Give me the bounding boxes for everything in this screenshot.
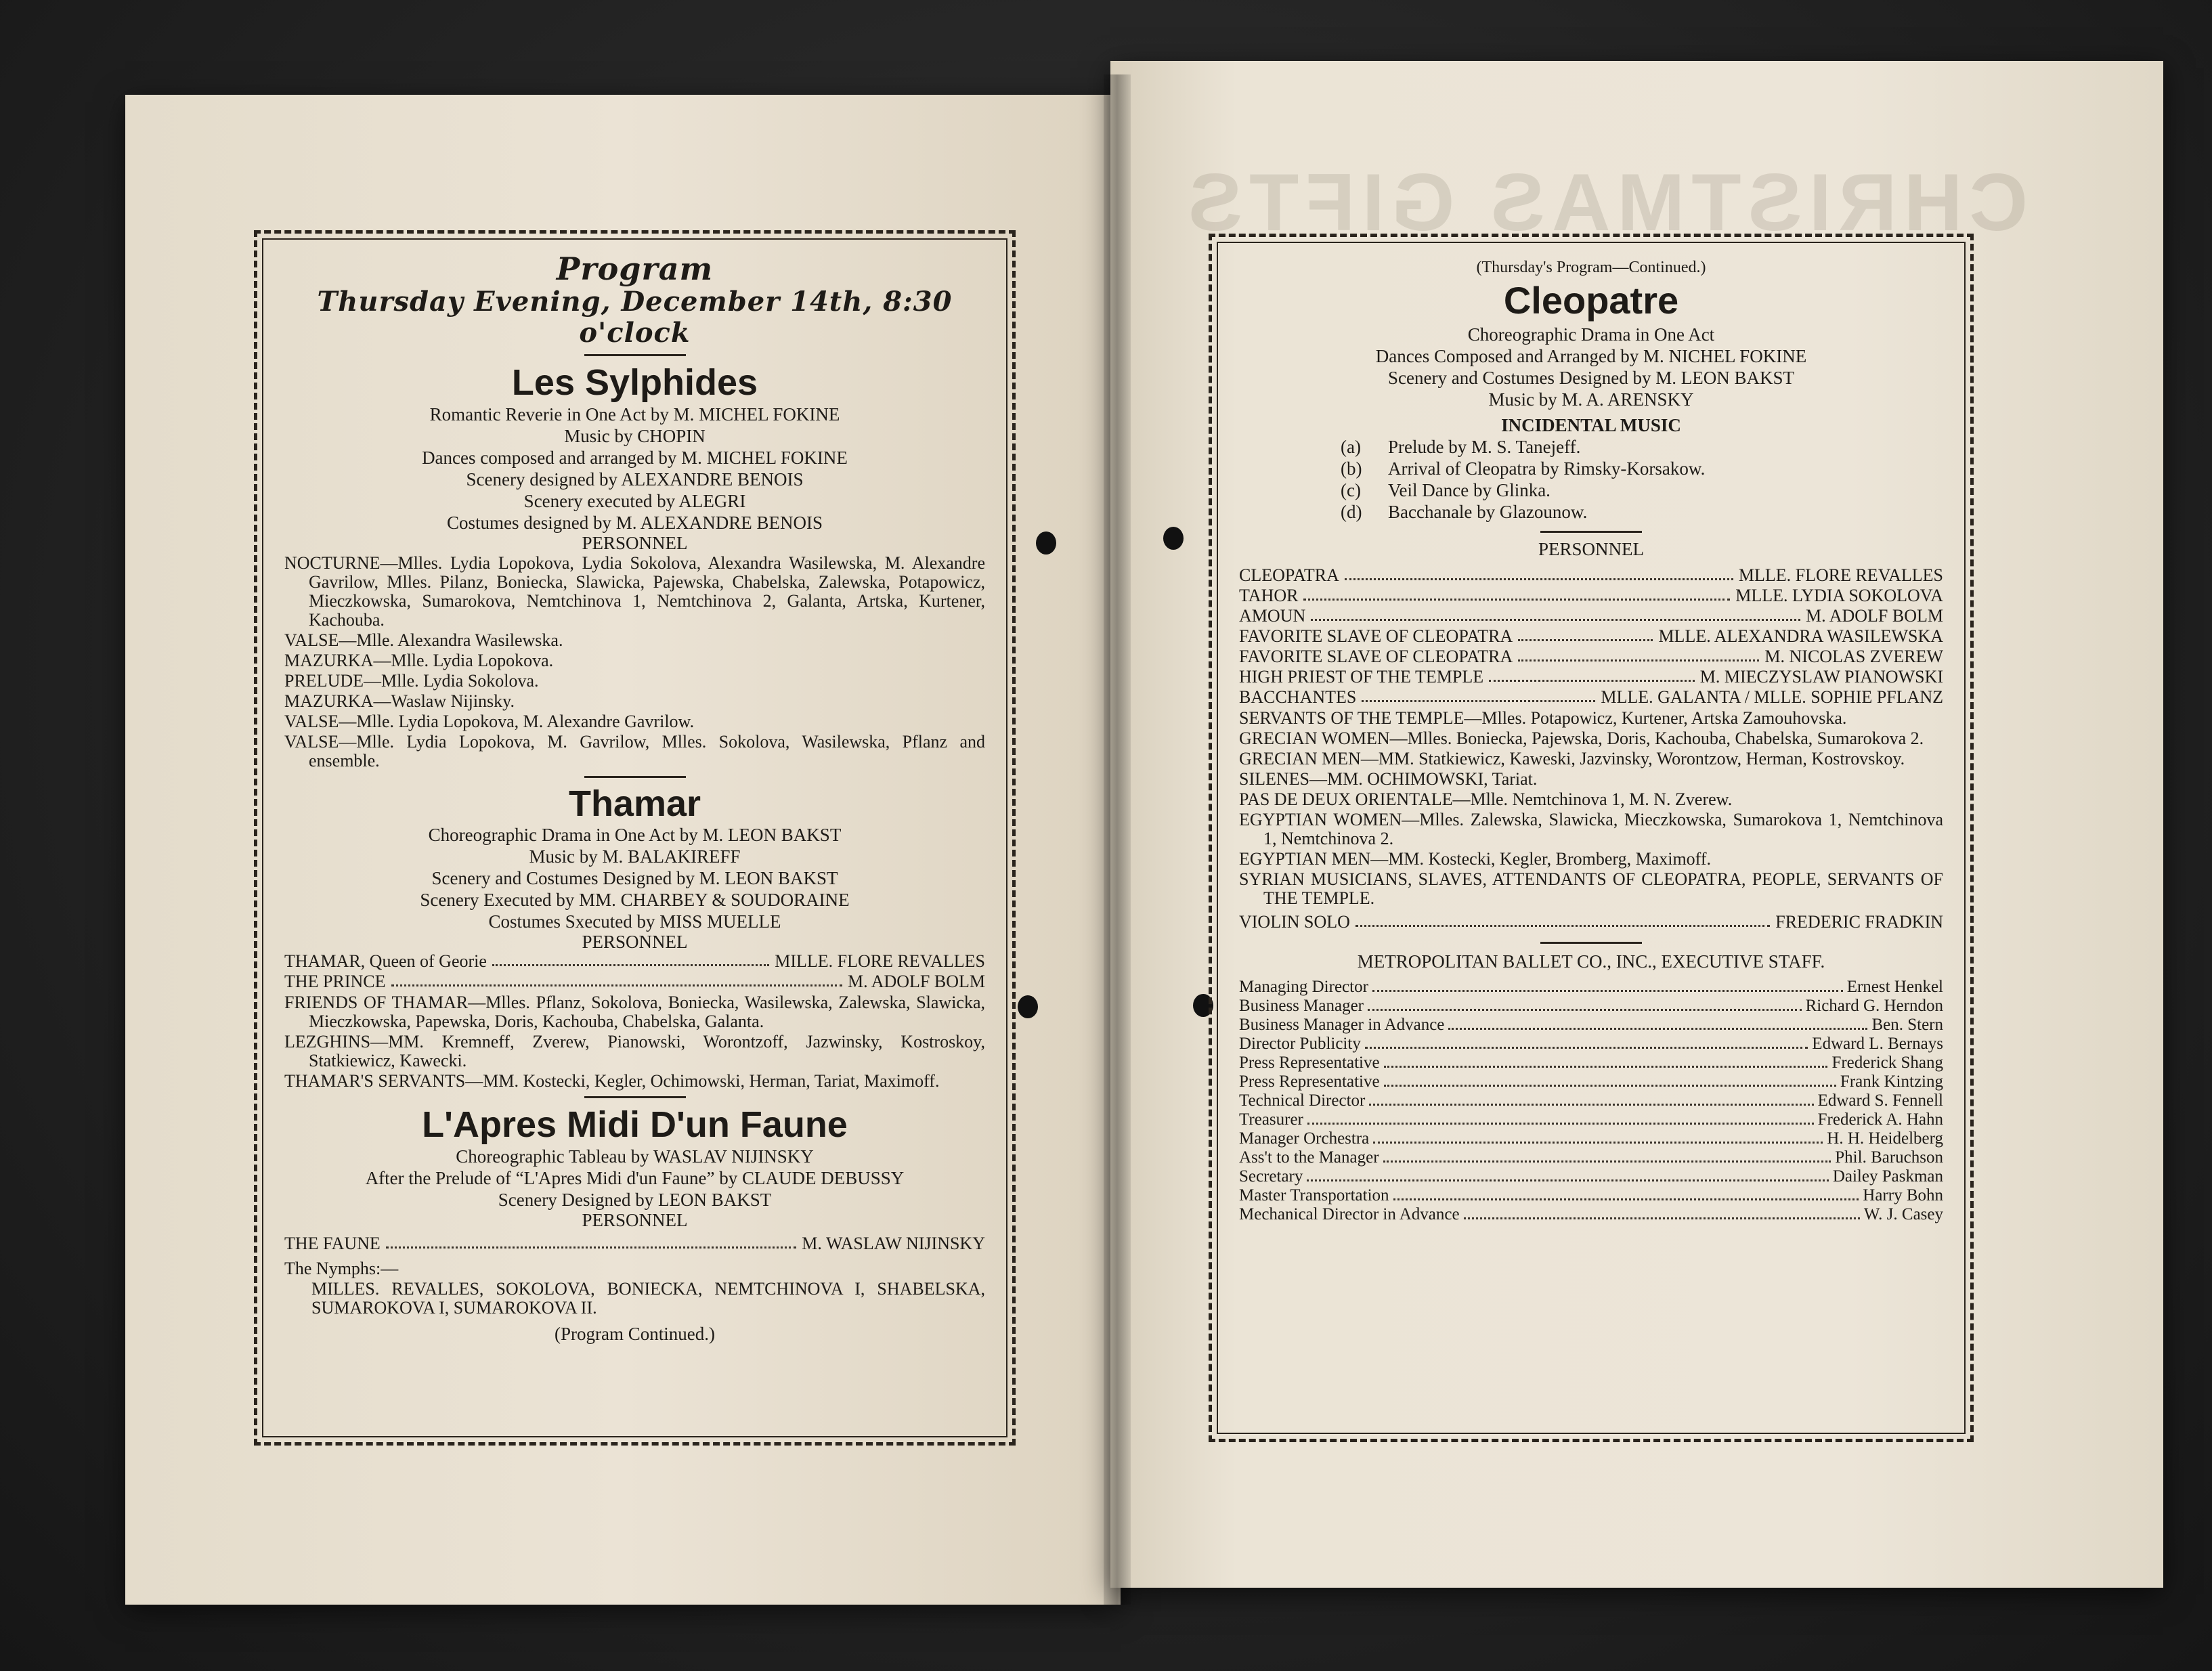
- faune-title: L'Apres Midi D'un Faune: [422, 1104, 848, 1145]
- staff-name: Edward S. Fennell: [1817, 1091, 1943, 1110]
- staff-row: [1239, 1054, 1943, 1072]
- credit-line: Scenery and Costumes Designed by M. LEON BAKST: [1388, 368, 1794, 388]
- credit-line: Scenery Executed by MM. CHARBEY & SOUDORAINE: [420, 890, 850, 910]
- leader-dots: [1393, 1186, 1859, 1200]
- staff-row: [1239, 1016, 1943, 1035]
- personnel-entry: SYRIAN MUSICIANS, SLAVES, ATTENDANTS OF CLEOPATRA, PEOPLE, SERVANTS OF THE TEMPLE.: [1239, 869, 1943, 908]
- credit-line: Music by M. BALAKIREFF: [529, 846, 741, 867]
- credit-line: Dances Composed and Arranged by M. NICHEL FOKINE: [1375, 346, 1807, 366]
- sylphides-credits: [284, 404, 985, 534]
- staff-row: [1239, 1035, 1943, 1054]
- incidental-item: [1341, 458, 1943, 479]
- cast-role: FAVORITE SLAVE OF CLEOPATRA: [1239, 626, 1513, 646]
- cast-performer: MLLE. LYDIA SOKOLOVA: [1735, 586, 1943, 605]
- leader-dots: [1384, 1054, 1828, 1068]
- incidental-text: Bacchanale by Glazounow.: [1388, 502, 1588, 522]
- cleopatre-personnel: [1239, 709, 1943, 908]
- sylphides-title: Les Sylphides: [511, 362, 758, 403]
- leader-dots: [1448, 1016, 1867, 1030]
- leader-dots: [1311, 606, 1800, 621]
- personnel-entry: THAMAR'S SERVANTS—MM. Kostecki, Kegler, Ochimowski, Herman, Tariat, Maximoff.: [284, 1071, 940, 1091]
- cleopatre-cast: [1239, 565, 1943, 708]
- credit-line: Choreographic Tableau by WASLAV NIJINSKY: [456, 1146, 814, 1167]
- incidental-item: [1341, 436, 1943, 458]
- incidental-item: [1341, 479, 1943, 501]
- leader-dots: [1464, 1205, 1860, 1219]
- incidental-mark: (d): [1341, 502, 1362, 522]
- thamar-title: Thamar: [568, 783, 701, 824]
- staff-role: Ass't to the Manager: [1239, 1148, 1379, 1167]
- cast-row: [1239, 565, 1943, 586]
- incidental-text: Arrival of Cleopatra by Rimsky-Korsakow.: [1388, 458, 1706, 479]
- leader-dots: [1345, 565, 1733, 580]
- staff-name: Richard G. Herndon: [1805, 997, 1943, 1015]
- continued-note: (Thursday's Program—Continued.): [1476, 259, 1706, 276]
- staff-name: Edward L. Bernays: [1812, 1035, 1943, 1053]
- staff-row: [1239, 997, 1943, 1016]
- cast-performer: M. MIECZYSLAW PIANOWSKI: [1699, 667, 1943, 687]
- cast-row: [1239, 606, 1943, 626]
- staff-row: [1239, 1186, 1943, 1205]
- cast-performer: MILLE. FLORE REVALLES: [775, 951, 985, 971]
- cast-performer: MLLE. ALEXANDRA WASILEWSKA: [1658, 626, 1943, 646]
- cast-role: TAHOR: [1239, 586, 1299, 605]
- nymphs-list: MILLES. REVALLES, SOKOLOVA, BONIECKA, NEMTCHINOVA I, SHABELSKA, SUMAROKOVA I, SUMAROKOVA II.: [311, 1279, 985, 1318]
- personnel-entry: EGYPTIAN MEN—MM. Kostecki, Kegler, Bromberg, Maximoff.: [1239, 849, 1712, 869]
- cast-row: [284, 951, 985, 972]
- credit-line: Scenery executed by ALEGRI: [523, 491, 746, 511]
- personnel-label: PERSONNEL: [582, 1210, 688, 1230]
- leader-dots: [1307, 1167, 1828, 1181]
- cast-row: [1239, 626, 1943, 647]
- cast-performer: MLLE. FLORE REVALLES: [1738, 565, 1943, 585]
- show-through-text: CHRISTMAS GIFTS: [1181, 157, 2028, 248]
- personnel-entry: SERVANTS OF THE TEMPLE—Mlles. Potapowicz, Kurtener, Artska Zamouhovska.: [1239, 708, 1847, 728]
- cast-row: [1239, 647, 1943, 667]
- leader-dots: [1303, 586, 1730, 601]
- staff-role: Managing Director: [1239, 978, 1368, 996]
- staff-title: METROPOLITAN BALLET CO., INC., EXECUTIVE STAFF.: [1357, 951, 1825, 972]
- cast-row: [1239, 667, 1943, 687]
- staff-row: [1239, 1167, 1943, 1186]
- staff-name: Dailey Paskman: [1832, 1167, 1943, 1186]
- credit-line: Costumes Sxecuted by MISS MUELLE: [488, 911, 781, 932]
- incidental-mark: (b): [1341, 458, 1362, 479]
- credit-line: Romantic Reverie in One Act by M. MICHEL FOKINE: [429, 404, 840, 425]
- staff-role: Technical Director: [1239, 1091, 1366, 1110]
- credit-line: Scenery and Costumes Designed by M. LEON BAKST: [431, 868, 838, 888]
- staff-role: Treasurer: [1239, 1110, 1303, 1129]
- leader-dots: [1372, 978, 1843, 992]
- credit-line: Scenery designed by ALEXANDRE BENOIS: [466, 469, 804, 490]
- staff-row: [1239, 1072, 1943, 1091]
- personnel-entry: GRECIAN WOMEN—Mlles. Boniecka, Pajewska, Doris, Kachouba, Chabelska, Sumarokova 2.: [1239, 729, 1924, 748]
- credit-line: Music by M. A. ARENSKY: [1488, 389, 1694, 410]
- staff-name: Ben. Stern: [1871, 1016, 1943, 1034]
- personnel-label: PERSONNEL: [1538, 539, 1644, 559]
- staff-role: Master Transportation: [1239, 1186, 1389, 1205]
- staff-name: Frederick Shang: [1831, 1054, 1943, 1072]
- personnel-entry: PAS DE DEUX ORIENTALE—Mlle. Nemtchinova 1, M. N. Zverew.: [1239, 789, 1733, 809]
- spine-shadow: [1104, 74, 1131, 1605]
- credit-line: Scenery Designed by LEON BAKST: [498, 1190, 772, 1210]
- divider: [584, 354, 686, 356]
- executive-staff-list: [1239, 978, 1943, 1224]
- cast-role: HIGH PRIEST OF THE TEMPLE: [1239, 667, 1484, 687]
- staff-role: Press Representative: [1239, 1054, 1380, 1072]
- staff-row: [1239, 1091, 1943, 1110]
- personnel-entry: GRECIAN MEN—MM. Statkiewicz, Kaweski, Jazvinsky, Worontzow, Herman, Kostrovskoy.: [1239, 749, 1905, 768]
- staff-row: [1239, 1148, 1943, 1167]
- staff-row: [1239, 978, 1943, 997]
- divider: [584, 1096, 686, 1098]
- thamar-credits: [284, 824, 985, 932]
- staff-role: Director Publicity: [1239, 1035, 1361, 1053]
- divider: [1540, 942, 1642, 944]
- thamar-personnel: [284, 993, 985, 1091]
- divider: [584, 776, 686, 778]
- cast-role: FAVORITE SLAVE OF CLEOPATRA: [1239, 647, 1513, 666]
- staff-name: Frank Kintzing: [1840, 1072, 1943, 1091]
- leader-dots: [1307, 1110, 1814, 1125]
- credit-line: Choreographic Drama in One Act: [1467, 324, 1715, 345]
- leader-dots: [1489, 667, 1695, 682]
- personnel-label: PERSONNEL: [582, 533, 688, 553]
- personnel-entry: EGYPTIAN WOMEN—Mlles. Zalewska, Slawicka, Mieczkowska, Sumarokova 1, Nemtchinova 1, Nemtchinova 2.: [1239, 810, 1943, 848]
- cast-row: [284, 972, 985, 992]
- leader-dots: [1383, 1148, 1831, 1163]
- personnel-label: PERSONNEL: [582, 932, 688, 952]
- binding-hole: [1163, 527, 1184, 550]
- incidental-label: INCIDENTAL MUSIC: [1501, 415, 1681, 435]
- program-date: Thursday Evening, December 14th, 8:30 o'clock: [317, 286, 953, 349]
- right-program-box: [1209, 234, 1974, 1442]
- sylphides-personnel: [284, 554, 985, 771]
- cast-role: THE PRINCE: [284, 972, 386, 991]
- staff-name: Ernest Henkel: [1846, 978, 1943, 996]
- cast-performer: M. NICOLAS ZVEREW: [1764, 647, 1943, 666]
- personnel-entry: FRIENDS OF THAMAR—Mlles. Pflanz, Sokolova, Boniecka, Wasilewska, Zalewska, Slawicka, Mieczkowska, Papewska, Doris, Kachouba, Chabelska, Galanta.: [284, 993, 985, 1031]
- staff-role: Business Manager in Advance: [1239, 1016, 1445, 1034]
- binding-hole: [1036, 531, 1056, 555]
- leader-dots: [1518, 626, 1653, 641]
- staff-role: Mechanical Director in Advance: [1239, 1205, 1460, 1223]
- leader-dots: [1365, 1035, 1808, 1049]
- staff-role: Business Manager: [1239, 997, 1364, 1015]
- personnel-entry: MAZURKA—Mlle. Lydia Lopokova.: [284, 651, 554, 670]
- staff-name: Phil. Baruchson: [1835, 1148, 1943, 1167]
- binding-hole: [1018, 995, 1038, 1018]
- leader-dots: [1368, 997, 1802, 1011]
- cleopatre-title: Cleopatre: [1503, 279, 1679, 322]
- credit-line: After the Prelude of “L'Apres Midi d'un Faune” by CLAUDE DEBUSSY: [365, 1168, 905, 1188]
- cast-role: AMOUN: [1239, 606, 1306, 626]
- cast-performer: MLLE. GALANTA / MLLE. SOPHIE PFLANZ: [1601, 687, 1943, 707]
- credit-line: Dances composed and arranged by M. MICHEL FOKINE: [422, 448, 848, 468]
- cast-row: [1239, 586, 1943, 606]
- personnel-entry: VALSE—Mlle. Lydia Lopokova, M. Gavrilow, Mlles. Sokolova, Wasilewska, Pflanz and ensemble.: [284, 732, 985, 771]
- staff-name: Frederick A. Hahn: [1817, 1110, 1943, 1129]
- credit-line: Music by CHOPIN: [564, 426, 706, 446]
- cleopatre-credits: [1239, 324, 1943, 410]
- incidental-mark: (a): [1341, 437, 1361, 457]
- faune-credits: [284, 1146, 985, 1211]
- staff-role: Manager Orchestra: [1239, 1129, 1370, 1148]
- staff-name: H. H. Heidelberg: [1827, 1129, 1943, 1148]
- incidental-music-list: [1239, 436, 1943, 523]
- leader-dots: [1362, 687, 1595, 702]
- staff-row: [1239, 1110, 1943, 1129]
- leader-dots: [1384, 1072, 1836, 1087]
- leader-dots: [1373, 1129, 1823, 1144]
- personnel-entry: NOCTURNE—Mlles. Lydia Lopokova, Lydia Sokolova, Alexandra Wasilewska, M. Alexandre Gavrilow, Mlles. Pilanz, Boniecka, Slawicka, Pajewska, Chabelska, Zalewska, Potapowicz, Mieczkowska, Sumarokova, Nemtchinova 1, Nemtchinova 2, Galanta, Artska, Kurtener, Kachouba.: [284, 553, 985, 630]
- cast-role: BACCHANTES: [1239, 687, 1357, 707]
- cast-performer: M. ADOLF BOLM: [848, 972, 985, 991]
- thamar-cast: [284, 951, 985, 992]
- personnel-entry: SILENES—MM. OCHIMOWSKI, Tariat.: [1239, 769, 1538, 789]
- leader-dots: [391, 972, 843, 986]
- credit-line: Costumes designed by M. ALEXANDRE BENOIS: [447, 513, 823, 533]
- incidental-mark: (c): [1341, 480, 1361, 500]
- nymphs-label: The Nymphs:—: [284, 1259, 399, 1278]
- staff-role: Press Representative: [1239, 1072, 1380, 1091]
- divider: [1540, 531, 1642, 533]
- personnel-entry: MAZURKA—Waslaw Nijinsky.: [284, 691, 515, 711]
- incidental-text: Veil Dance by Glinka.: [1388, 480, 1550, 500]
- incidental-item: [1341, 501, 1943, 523]
- leader-dots: [492, 951, 769, 966]
- program-continued: (Program Continued.): [555, 1324, 715, 1344]
- credit-line: Choreographic Drama in One Act by M. LEON BAKST: [428, 825, 842, 845]
- leader-dots: [1369, 1091, 1813, 1106]
- cast-row: [1239, 687, 1943, 708]
- personnel-entry: PRELUDE—Mlle. Lydia Sokolova.: [284, 671, 539, 691]
- faune-cast-row: THE FAUNE M. WASLAW NIJINSKY: [284, 1234, 985, 1253]
- incidental-text: Prelude by M. S. Tanejeff.: [1388, 437, 1581, 457]
- personnel-entry: VALSE—Mlle. Lydia Lopokova, M. Alexandre Gavrilow.: [284, 712, 695, 731]
- cast-performer: M. ADOLF BOLM: [1806, 606, 1943, 626]
- staff-row: [1239, 1205, 1943, 1224]
- personnel-entry: LEZGHINS—MM. Kremneff, Zverew, Pianowski, Worontzoff, Jazwinsky, Kostroskoy, Statkiewicz, Kawecki.: [284, 1032, 985, 1070]
- personnel-entry: VALSE—Mlle. Alexandra Wasilewska.: [284, 630, 563, 650]
- left-program-box: [254, 230, 1016, 1446]
- staff-name: Harry Bohn: [1863, 1186, 1943, 1205]
- cast-role: THAMAR, Queen of Georie: [284, 951, 487, 971]
- staff-role: Secretary: [1239, 1167, 1303, 1186]
- leader-dots: [1518, 647, 1759, 661]
- violin-solo-row: VIOLIN SOLO FREDERIC FRADKIN: [1239, 912, 1943, 932]
- staff-row: [1239, 1129, 1943, 1148]
- staff-name: W. J. Casey: [1863, 1205, 1943, 1223]
- program-heading: Program: [556, 251, 714, 287]
- cast-role: CLEOPATRA: [1239, 565, 1339, 585]
